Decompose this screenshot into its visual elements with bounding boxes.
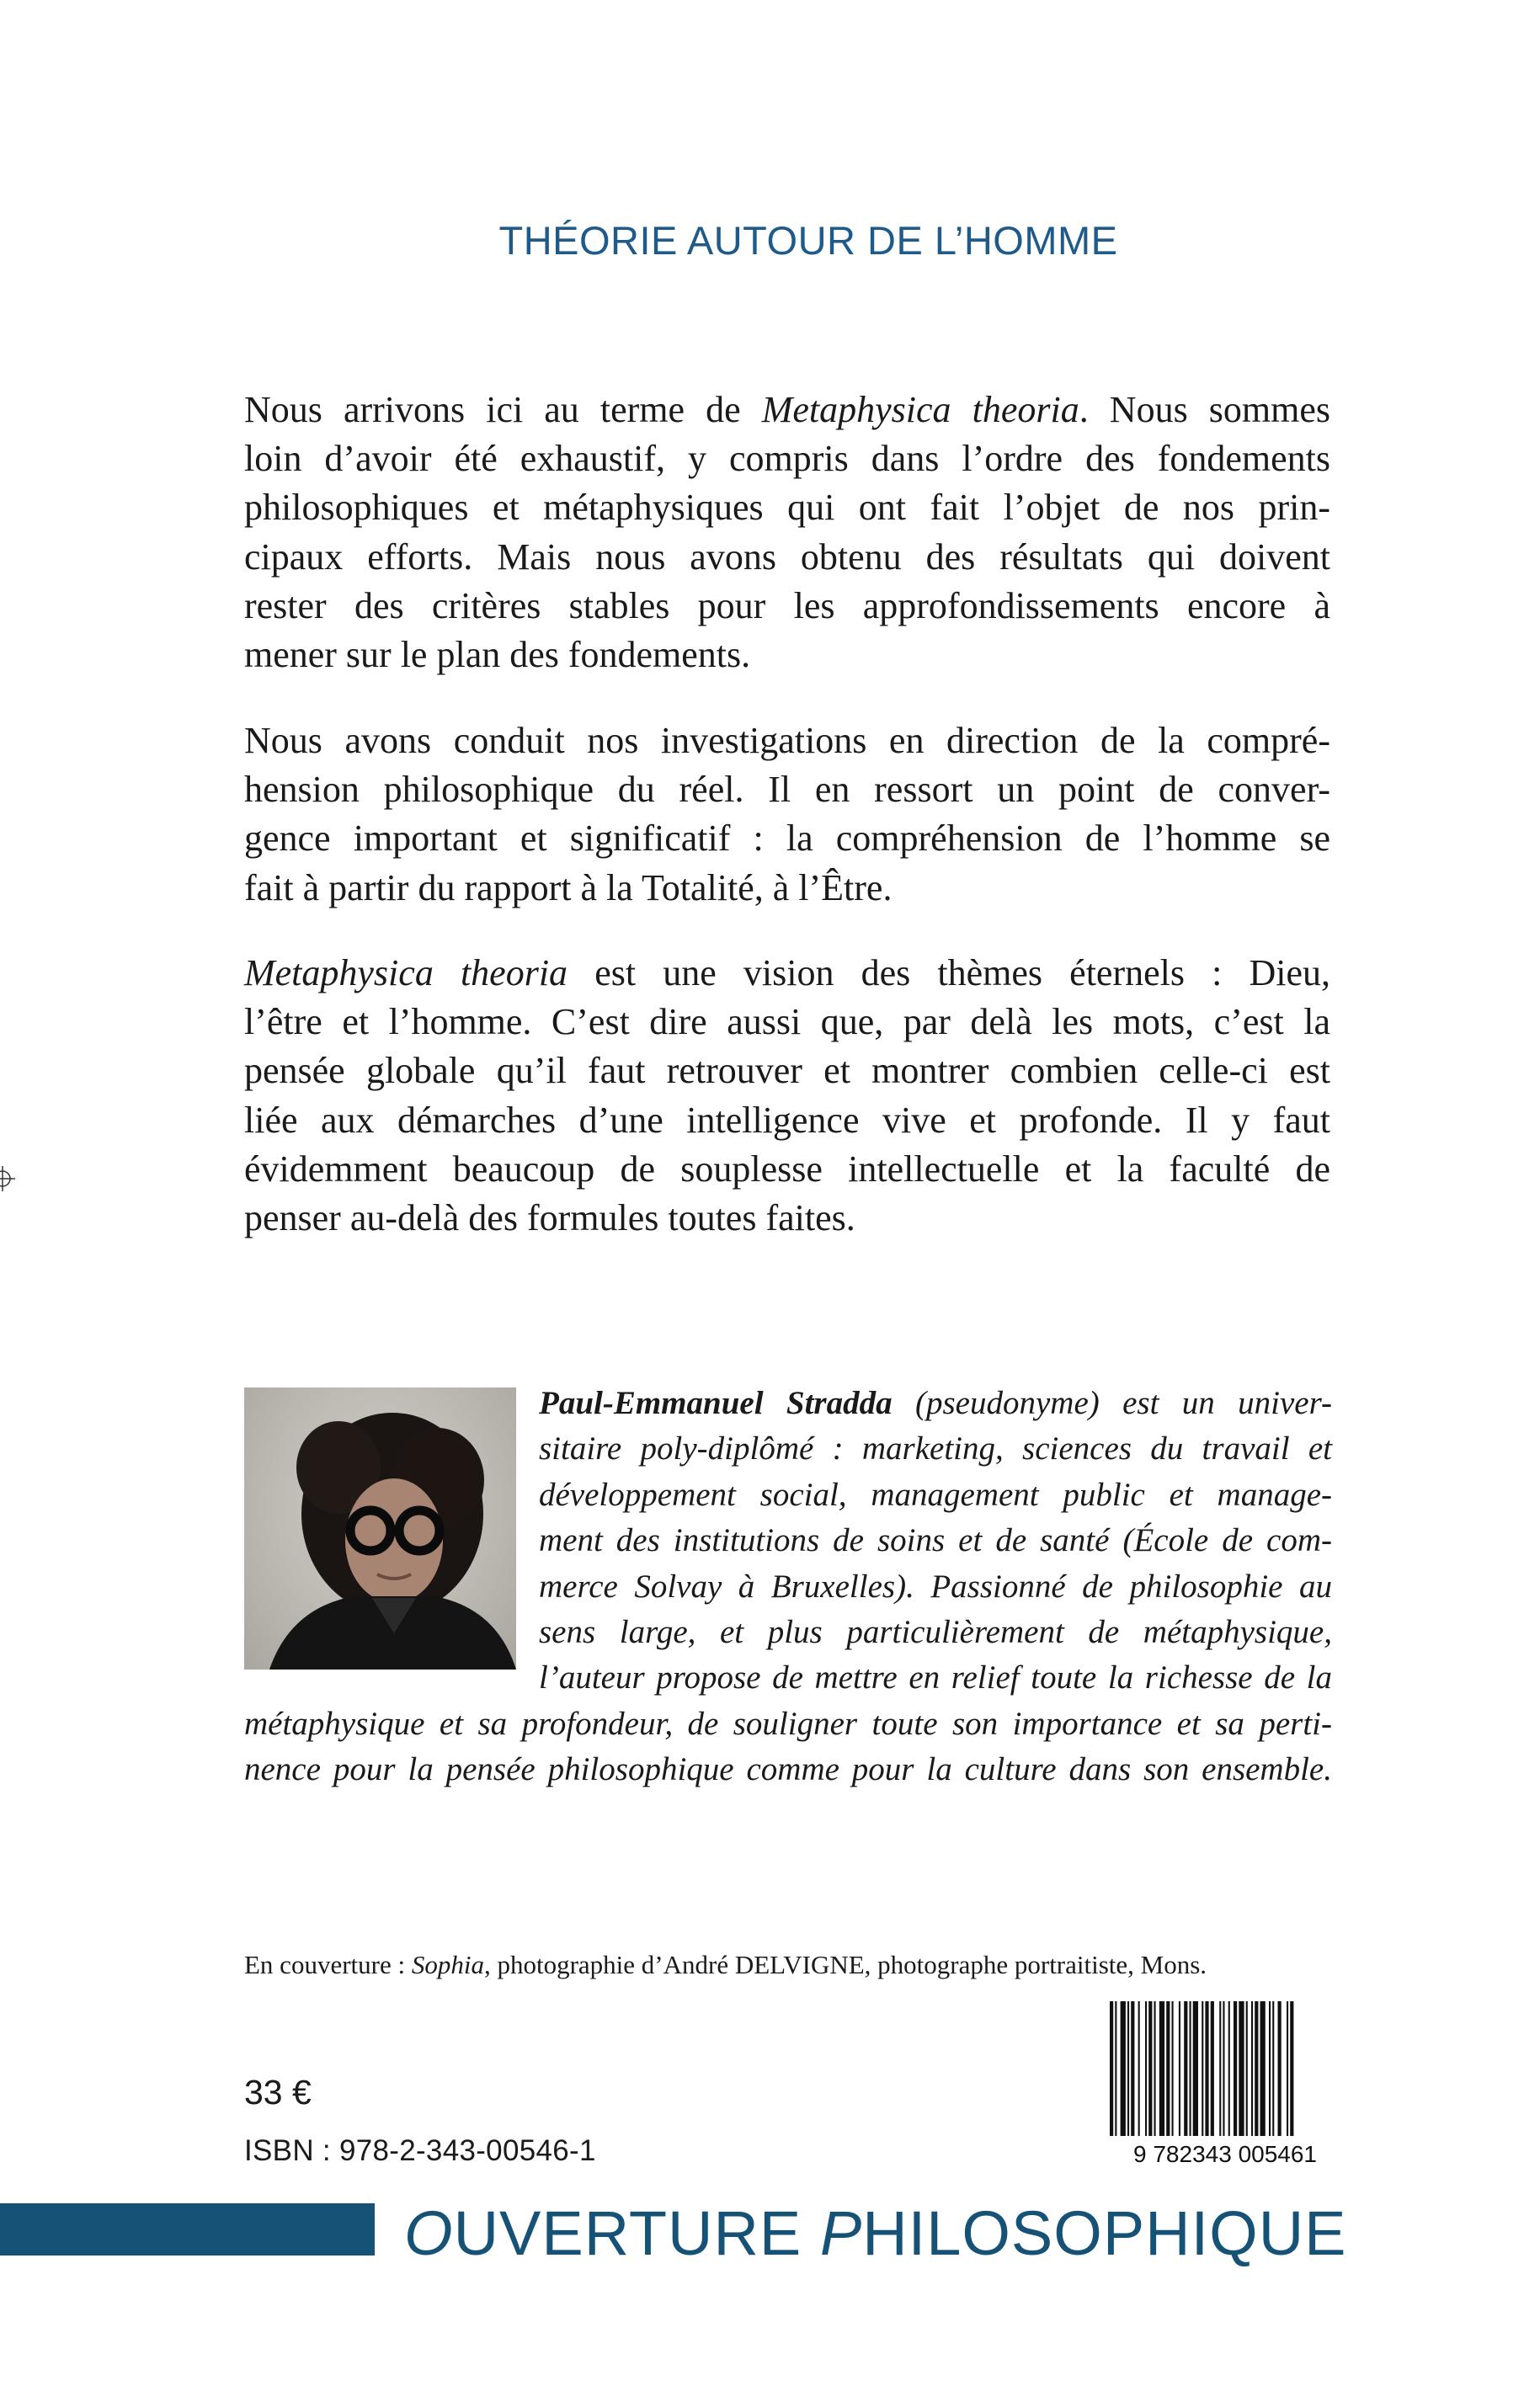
barcode-bar <box>1154 2001 1156 2136</box>
paragraph-line: cipaux efforts. Mais nous avons obtenu des résultats qui doivent <box>244 535 1330 578</box>
barcode-bar <box>1269 2001 1271 2136</box>
paragraph-line: pensée globale qu’il faut retrouver et montrer combien celle-ci est <box>244 1050 1330 1092</box>
barcode-bar <box>1110 2001 1113 2136</box>
book-section-title: THÉORIE AUTOUR DE L’HOMME <box>498 218 1118 263</box>
barcode-bar <box>1115 2001 1116 2136</box>
paragraph-line: Nous arrivons ici au terme de Metaphysica theoria. Nous sommes <box>244 389 1331 430</box>
barcode-bar <box>1228 2001 1230 2136</box>
paragraph-line: rester des critères stables pour les approfondissements encore à <box>244 584 1330 626</box>
barcode-bar <box>1260 2001 1266 2136</box>
barcode-bar <box>1255 2001 1258 2136</box>
paragraph-line: liée aux démarches d’une intelligence vive et profonde. Il y faut <box>244 1099 1330 1141</box>
barcode-bar <box>1251 2001 1253 2136</box>
isbn-barcode <box>1103 2000 1347 2168</box>
paragraph-line: Metaphysica theoria est une vision des thèmes éternels : Dieu, <box>244 952 1331 993</box>
barcode-bar <box>1184 2001 1187 2136</box>
barcode-bar <box>1145 2001 1147 2136</box>
barcode-bar <box>1202 2001 1203 2136</box>
barcode-bar <box>1193 2001 1198 2136</box>
price: 33 € <box>244 2073 312 2112</box>
barcode-bar <box>1131 2001 1134 2136</box>
paragraph-line: philosophiques et métaphysiques qui ont fait l’objet de nos prin- <box>244 487 1330 529</box>
bio-line: développement social, management public et manage- <box>539 1476 1332 1513</box>
barcode-bar <box>1278 2001 1282 2136</box>
barcode-bar <box>1246 2001 1248 2136</box>
bio-line: sens large, et plus particulièrement de métaphysique, <box>539 1614 1332 1651</box>
paragraph-line: loin d’avoir été exhaustif, y compris dans l’ordre des fondements <box>244 438 1330 480</box>
barcode-bar <box>1190 2001 1191 2136</box>
barcode-bar <box>1138 2001 1140 2136</box>
paragraph-line: gence important et significatif : la compréhension de l’homme se <box>244 818 1330 860</box>
bio-line: Paul-Emmanuel Stradda (pseudonyme) est un univer- <box>539 1385 1333 1421</box>
barcode-bar <box>1239 2001 1244 2136</box>
barcode-bar <box>1166 2001 1170 2136</box>
bio-line: l’auteur propose de mettre en relief toute la richesse de la <box>539 1659 1332 1696</box>
paragraph-line: l’être et l’homme. C’est dire aussi que, par delà les mots, c’est la <box>244 1001 1330 1043</box>
barcode-bar <box>1211 2001 1214 2136</box>
paragraph-line: penser au-delà des formules toutes faites. <box>244 1197 855 1239</box>
barcode-bar <box>1121 2001 1126 2136</box>
barcode-bar <box>1127 2001 1129 2136</box>
barcode-bar <box>1159 2001 1164 2136</box>
bio-line: sitaire poly-diplômé : marketing, sciences du travail et <box>539 1430 1332 1467</box>
isbn-number: ISBN : 978-2-343-00546-1 <box>244 2134 596 2167</box>
barcode-bar <box>1234 2001 1237 2136</box>
bio-line: métaphysique et sa profondeur, de souligner toute son importance et sa perti- <box>244 1705 1332 1742</box>
barcode-bar <box>1287 2001 1288 2136</box>
barcode-bars <box>1110 2001 1293 2136</box>
barcode-bar <box>1219 2001 1221 2136</box>
paragraph-2 <box>244 716 1330 913</box>
series-color-band <box>0 2203 375 2256</box>
barcode-bar <box>1290 2001 1293 2136</box>
barcode-bar <box>1205 2001 1208 2136</box>
paragraph-line: évidemment beaucoup de souplesse intellectuelle et la faculté de <box>244 1148 1330 1190</box>
series-title: OUVERTURE PHILOSOPHIQUE <box>404 2198 1347 2268</box>
barcode-digits: 9 782343 005461 <box>1133 2141 1317 2167</box>
paragraph-line: fait à partir du rapport à la Totalité, à l’Être. <box>244 866 893 908</box>
bio-line: merce Solvay à Bruxelles). Passionné de philosophie au <box>539 1568 1332 1605</box>
barcode-bar <box>1179 2001 1180 2136</box>
barcode-bar <box>1223 2001 1224 2136</box>
barcode-bar <box>1272 2001 1274 2136</box>
paragraph-3 <box>244 949 1330 1243</box>
paragraph-line: hension philosophique du réel. Il en ressort un point de conver- <box>244 769 1330 811</box>
author-bio <box>244 1381 1332 1793</box>
barcode-bar <box>1148 2001 1152 2136</box>
registration-mark-icon <box>0 1166 15 1191</box>
bio-line: ment des institutions de soins et de santé (École de com- <box>539 1522 1332 1559</box>
paragraph-1 <box>244 386 1330 679</box>
cover-credit: En couverture : Sophia, photographie d’André DELVIGNE, photographe portraitiste, Mons. <box>244 1950 1207 1979</box>
paragraph-line: mener sur le plan des fondements. <box>244 634 751 676</box>
barcode-bar <box>1172 2001 1174 2136</box>
paragraph-line: Nous avons conduit nos investigations en direction de la compré- <box>244 720 1330 761</box>
bio-line: nence pour la pensée philosophique comme pour la culture dans son ensemble. <box>244 1751 1332 1788</box>
